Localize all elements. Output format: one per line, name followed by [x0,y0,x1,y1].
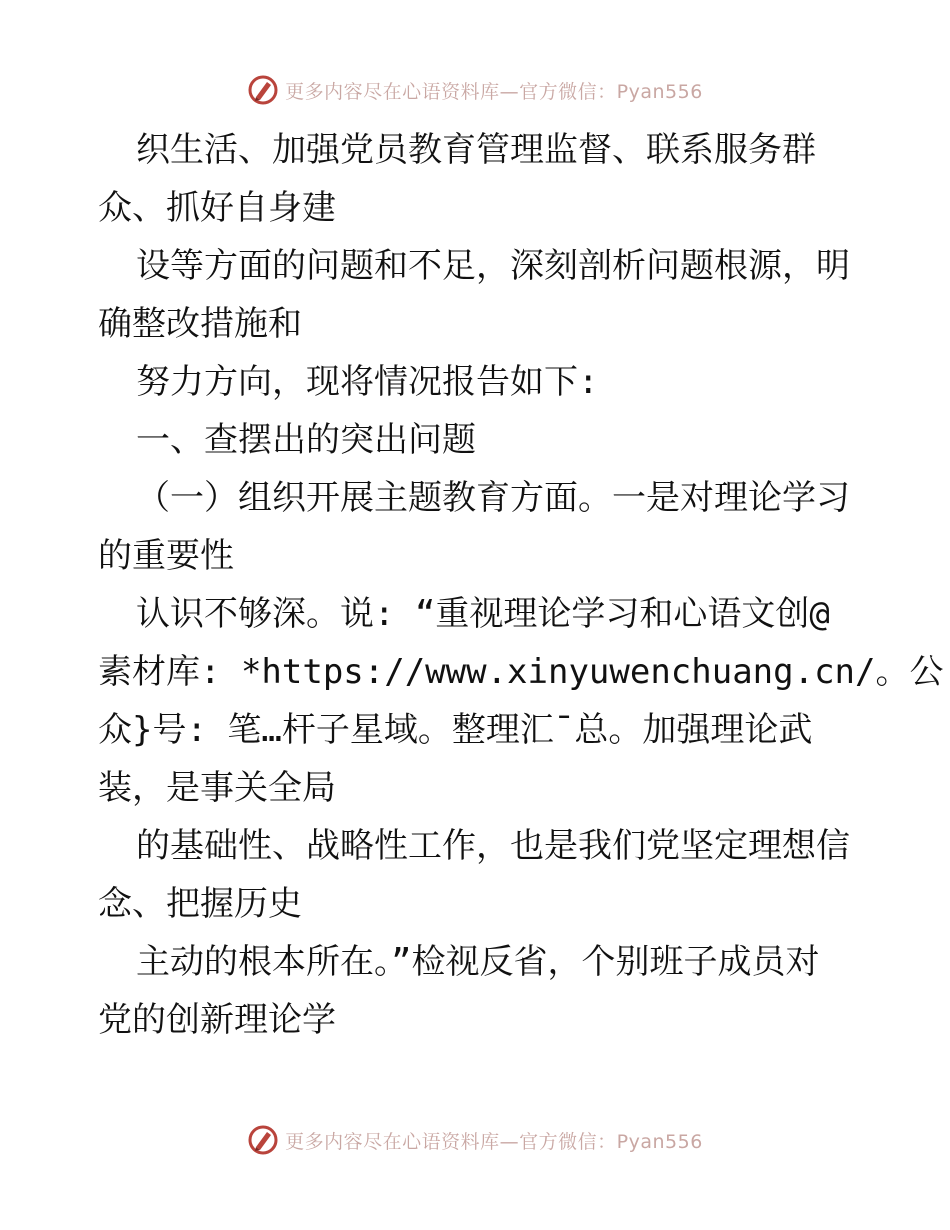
text-line: 的重要性 [98,536,234,576]
text-line: 装，是事关全局 [98,768,336,808]
text-line: 设等方面的问题和不足，深刻剖析问题根源，明 [136,246,850,286]
text-line: 众}号: 笔…杆子星域。整理汇¯总。加强理论武 [98,710,813,750]
document-body [98,121,944,1049]
text-line: 主动的根本所在。”检视反省，个别班子成员对 [136,942,820,982]
text-line: 确整改措施和 [98,304,302,344]
watermark-text: 更多内容尽在心语资料库—官方微信：Pyan556 [285,80,703,103]
text-line: 织生活、加强党员教育管理监督、联系服务群 [136,130,816,170]
text-line: 努力方向，现将情况报告如下: [136,362,599,402]
pen-circle-icon [247,1124,279,1156]
pen-circle-icon [247,74,279,106]
watermark-text: 更多内容尽在心语资料库—官方微信：Pyan556 [285,1130,703,1153]
text-line: 党的创新理论学 [98,1000,336,1040]
text-line: 念、把握历史 [98,884,302,924]
text-line: （一）组织开展主题教育方面。一是对理论学习 [136,478,850,518]
text-line: 一、查摆出的突出问题 [136,420,476,460]
text-line: 认识不够深。说: “重视理论学习和心语文创@ [136,594,830,634]
text-line: 的基础性、战略性工作，也是我们党坚定理想信 [136,826,850,866]
footer-watermark [0,1120,950,1160]
header-watermark [0,70,950,110]
text-line: 众、抓好自身建 [98,188,336,228]
text-line: 素材库: *https://www.xinyuwenchuang.cn/。公 [98,652,944,692]
